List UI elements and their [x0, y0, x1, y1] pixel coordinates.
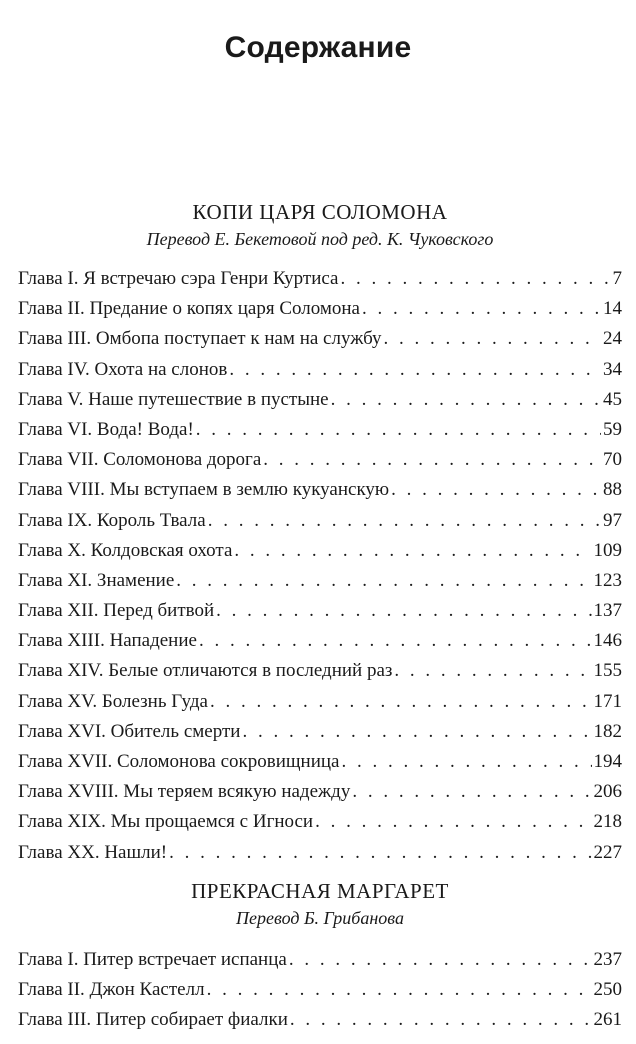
toc-entry-title: Глава V. Наше путешествие в пустыне — [18, 388, 329, 410]
toc-entry-title: Глава XI. Знамение — [18, 569, 175, 591]
toc-entry-page-number: 14 — [603, 298, 622, 320]
toc-list — [18, 264, 622, 868]
section-heading: ПРЕКРАСНАЯ МАРГАРЕТ — [191, 879, 449, 903]
dot-leader — [229, 355, 601, 385]
toc-entry-title: Глава I. Питер встречает испанца — [18, 949, 287, 970]
dot-leader — [196, 415, 601, 445]
section-heading: КОПИ ЦАРЯ СОЛОМОНА — [192, 200, 448, 224]
section-translator: Перевод Е. Бекетовой под ред. К. Чуковского — [146, 229, 494, 249]
dot-leader — [199, 626, 592, 656]
toc-entry — [18, 717, 622, 747]
toc-entry — [18, 626, 622, 656]
toc-entry-page-number: 237 — [593, 949, 622, 970]
toc-entry — [18, 536, 622, 566]
toc-entry-page-number: 261 — [593, 1009, 622, 1031]
toc-section-margaret — [18, 877, 622, 1036]
dot-leader — [210, 687, 592, 717]
toc-entry — [18, 415, 622, 445]
toc-entry-page-number: 171 — [593, 690, 622, 712]
toc-entry-title: Глава II. Джон Кастелл — [18, 979, 205, 1001]
toc-entry-page-number: 218 — [593, 811, 622, 833]
toc-entry-title: Глава XVIII. Мы теряем всякую надежду — [18, 781, 351, 803]
toc-entry — [18, 807, 622, 837]
toc-entry-title: Глава XIX. Мы прощаемся с Игноси — [18, 811, 314, 833]
toc-entry-title: Глава X. Колдовская охота — [18, 539, 233, 561]
toc-entry — [18, 324, 622, 354]
toc-entry — [18, 566, 622, 596]
dot-leader — [362, 294, 601, 324]
toc-entry-title: Глава II. Предание о копях царя Соломона — [18, 298, 360, 320]
toc-entry-page-number: 146 — [593, 630, 622, 652]
toc-entry-title: Глава III. Питер собирает фиалки — [18, 1009, 288, 1031]
dot-leader — [352, 777, 591, 807]
toc-entry-page-number: 109 — [593, 539, 622, 561]
dot-leader — [242, 717, 591, 747]
dot-leader — [391, 475, 601, 505]
toc-entry-page-number: 250 — [593, 979, 622, 1001]
dot-leader — [341, 747, 591, 777]
toc-entry-title: Глава XII. Перед битвой — [18, 600, 215, 622]
toc-entry — [18, 385, 622, 415]
toc-entry — [18, 596, 622, 626]
toc-entry-title: Глава XX. Нашли! — [18, 841, 168, 863]
toc-entry — [18, 747, 622, 777]
toc-entry — [18, 975, 622, 1005]
page-title: Содержание — [224, 31, 412, 65]
toc-entry — [18, 506, 622, 536]
dot-leader — [394, 656, 591, 686]
toc-entry-page-number: 227 — [593, 841, 622, 863]
dot-leader — [234, 536, 591, 566]
toc-entry-title: Глава XV. Болезнь Гуда — [18, 690, 208, 712]
dot-leader — [289, 945, 592, 975]
section-translator: Перевод Б. Грибанова — [236, 908, 404, 928]
toc-entry-title: Глава I. Я встречаю сэра Генри Куртиса — [18, 268, 339, 289]
toc-entry-page-number: 59 — [603, 418, 622, 440]
toc-entry-page-number: 7 — [612, 268, 622, 289]
dot-leader — [208, 506, 601, 536]
toc-entry-page-number: 45 — [603, 388, 622, 410]
dot-leader — [384, 324, 601, 354]
toc-entry-title: Глава XVI. Обитель смерти — [18, 720, 241, 742]
toc-entry — [18, 838, 622, 868]
toc-entry-page-number: 123 — [593, 569, 622, 591]
toc-entry-title: Глава VII. Соломонова дорога — [18, 449, 262, 471]
toc-entry-page-number: 88 — [603, 479, 622, 501]
dot-leader — [207, 975, 592, 1005]
toc-entry-page-number: 194 — [593, 751, 622, 772]
toc-entry-page-number: 155 — [593, 660, 622, 682]
toc-entry-page-number: 137 — [593, 600, 622, 622]
toc-section-kopi — [18, 198, 622, 868]
toc-entry — [18, 294, 622, 324]
toc-entry-title: Глава VI. Вода! Вода! — [18, 418, 194, 440]
toc-entry — [18, 945, 622, 975]
dot-leader — [263, 445, 601, 475]
toc-entry-page-number: 206 — [593, 781, 622, 803]
dot-leader — [169, 838, 591, 868]
toc-entry-title: Глава VIII. Мы вступаем в землю кукуанскую — [18, 479, 390, 501]
toc-entry — [18, 475, 622, 505]
toc-entry-title: Глава XIII. Нападение — [18, 630, 197, 652]
dot-leader — [331, 385, 601, 415]
toc-entry — [18, 355, 622, 385]
dot-leader — [176, 566, 591, 596]
toc-entry-title: Глава IV. Охота на слонов — [18, 358, 228, 380]
toc-list — [18, 945, 622, 1036]
toc-entry-page-number: 97 — [603, 509, 622, 531]
toc-entry-title: Глава III. Омбопа поступает к нам на службу — [18, 328, 382, 350]
toc-entry — [18, 264, 622, 294]
toc-entry — [18, 656, 622, 686]
toc-entry-title: Глава IX. Король Твала — [18, 509, 206, 531]
toc-entry-page-number: 70 — [603, 449, 622, 471]
toc-entry-page-number: 182 — [593, 720, 622, 742]
dot-leader — [290, 1005, 592, 1035]
dot-leader — [340, 264, 610, 294]
dot-leader — [216, 596, 591, 626]
toc-entry-page-number: 24 — [603, 328, 622, 350]
dot-leader — [315, 807, 591, 837]
toc-entry — [18, 687, 622, 717]
toc-entry — [18, 445, 622, 475]
toc-entry-title: Глава XIV. Белые отличаются в последний раз — [18, 660, 393, 682]
toc-entry — [18, 777, 622, 807]
toc-entry-page-number: 34 — [603, 358, 622, 380]
toc-entry-title: Глава XVII. Соломонова сокровищница — [18, 751, 340, 772]
toc-entry — [18, 1005, 622, 1035]
